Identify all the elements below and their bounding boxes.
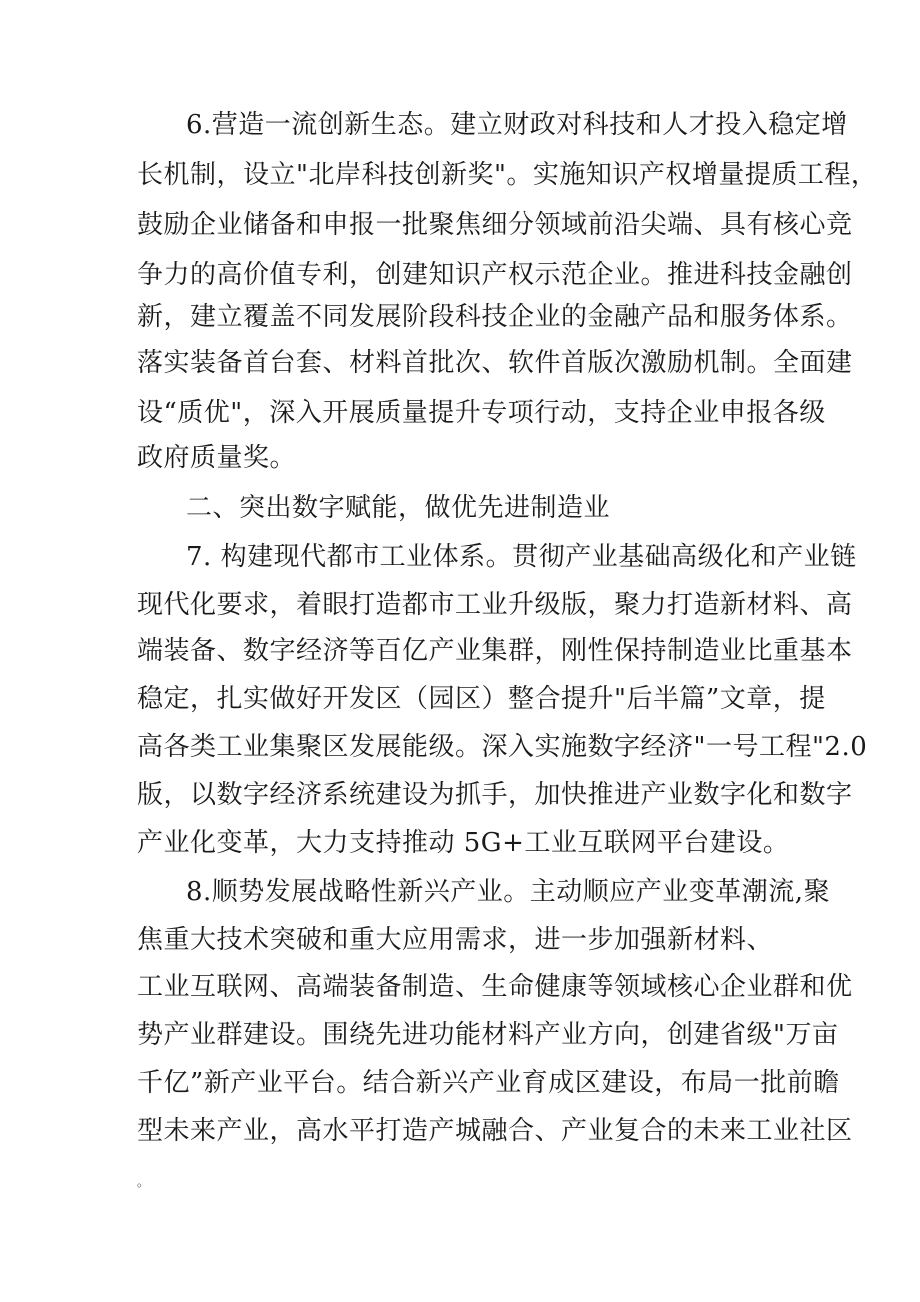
paragraph-6-line-5: 新，建立覆盖不同发展阶段科技企业的金融产品和服务体系。	[137, 302, 853, 332]
section-heading: 二、突出数字赋能，做优先进制造业	[186, 493, 611, 523]
paragraph-8-line-1: 8.顺势发展战略性新兴产业。主动顺应产业变革潮流,聚	[186, 877, 831, 907]
paragraph-8-line-6: 型未来产业，高水平打造产城融合、产业复合的未来工业社区	[137, 1116, 853, 1146]
paragraph-8-line-3: 工业互联网、高端装备制造、生命健康等领域核心企业群和优	[137, 972, 853, 1002]
paragraph-6-line-8: 政府质量奖。	[137, 443, 297, 473]
paragraph-7-line-2: 现代化要求，着眼打造都市工业升级版，聚力打造新材料、高	[137, 590, 853, 620]
paragraph-7-line-4: 稳定，扎实做好开发区（园区）整合提升"后半篇”文章，提	[137, 684, 826, 714]
paragraph-8-line-2: 焦重大技术突破和重大应用需求，进一步加强新材料、	[137, 925, 774, 955]
paragraph-8-line-5: 千亿”新产业平台。结合新兴产业育成区建设，布局一批前瞻	[137, 1068, 840, 1098]
paragraph-8-line-4: 势产业群建设。围绕先进功能材料产业方向，创建省级"万亩	[137, 1020, 839, 1050]
paragraph-7-line-6: 版，以数字经济系统建设为抓手，加快推进产业数字化和数字	[137, 780, 853, 810]
paragraph-7-line-5: 高各类工业集聚区发展能级。深入实施数字经济"一号工程"2.0	[137, 732, 868, 762]
paragraph-6-line-6: 落实装备首台套、材料首批次、软件首版次激励机制。全面建	[137, 348, 853, 378]
trailing-period: 。	[137, 1175, 150, 1189]
paragraph-6-line-4: 争力的高价值专利，创建知识产权示范企业。推进科技金融创	[137, 260, 853, 290]
paragraph-7-line-7: 产业化变革，大力支持推动 5G+工业互联网平台建设。	[137, 828, 790, 858]
paragraph-7-line-1: 7. 构建现代都市工业体系。贯彻产业基础高级化和产业链	[186, 542, 857, 572]
paragraph-6-line-3: 鼓励企业储备和申报一批聚焦细分领域前沿尖端、具有核心竞	[137, 210, 853, 240]
paragraph-6-line-1: 6.营造一流创新生态。建立财政对科技和人才投入稳定增	[186, 110, 848, 140]
paragraph-6-line-7: 设“质优"，深入开展质量提升专项行动，支持企业申报各级	[137, 398, 826, 428]
paragraph-6-line-2: 长机制，设立"北岸科技创新奖"。实施知识产权增量提质工程，	[137, 160, 878, 190]
paragraph-7-line-3: 端装备、数字经济等百亿产业集群，刚性保持制造业比重基本	[137, 636, 853, 666]
